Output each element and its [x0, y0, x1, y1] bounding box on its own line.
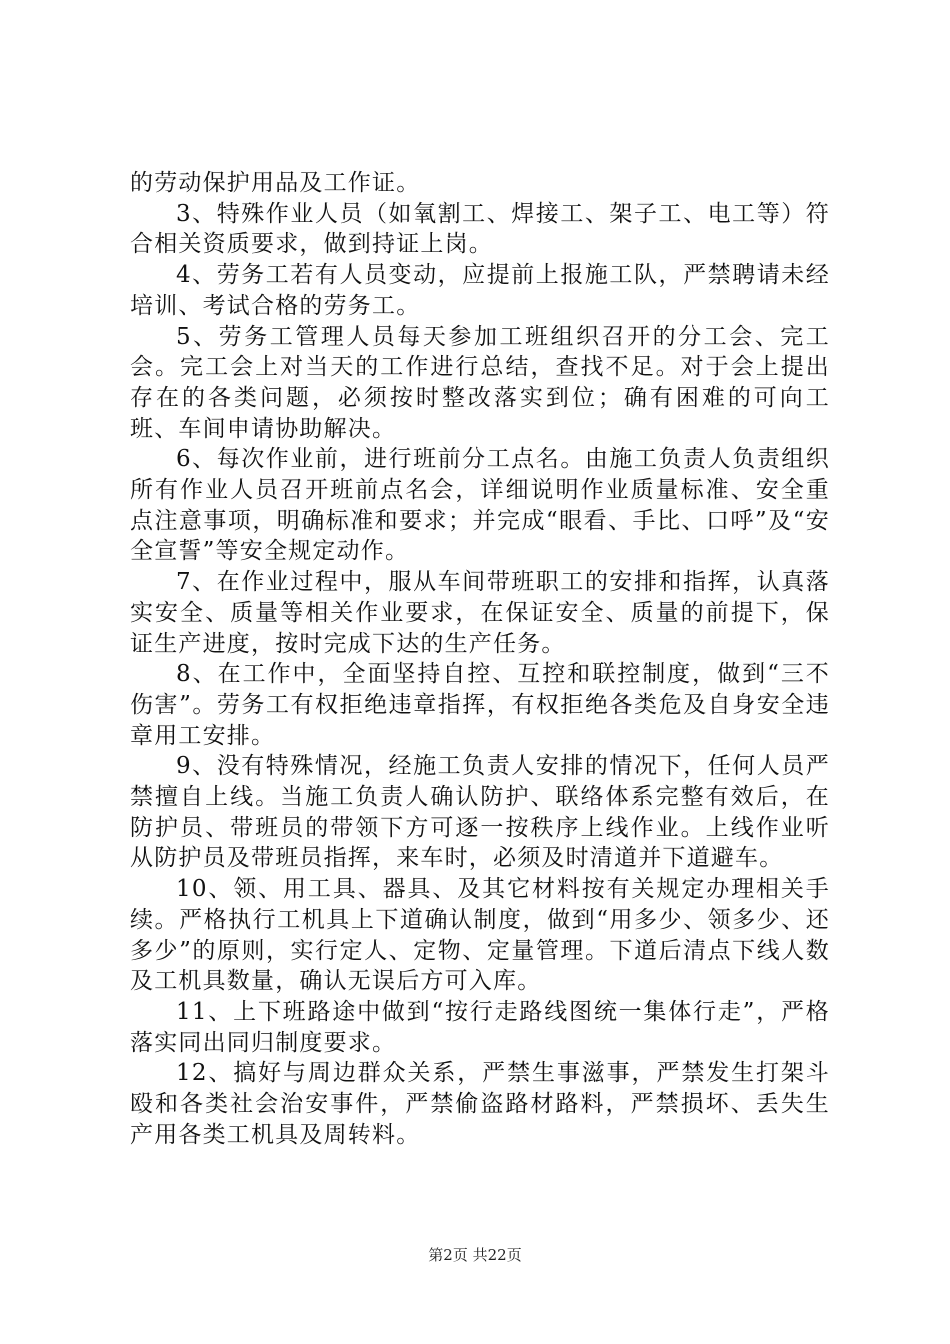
page-number-label: 第2页 共22页 [428, 1246, 522, 1264]
paragraph: 3、特殊作业人员（如氧割工、焊接工、架子工、电工等）符合相关资质要求，做到持证上岗。 [130, 200, 830, 258]
paragraph: 12、搞好与周边群众关系，严禁生事滋事，严禁发生打架斗殴和各类社会治安事件，严禁偷盗路材路料，严禁损坏、丢失生产用各类工机具及周转料。 [130, 1060, 830, 1148]
paragraph: 7、在作业过程中，服从车间带班职工的安排和指挥，认真落实安全、质量等相关作业要求，在保证安全、质量的前提下，保证生产进度，按时完成下达的生产任务。 [130, 569, 830, 657]
paragraph: 8、在工作中，全面坚持自控、互控和联控制度，做到“三不伤害”。劳务工有权拒绝违章指挥，有权拒绝各类危及自身安全违章用工安排。 [130, 661, 830, 749]
paragraph: 4、劳务工若有人员变动，应提前上报施工队，严禁聘请未经培训、考试合格的劳务工。 [130, 262, 830, 319]
paragraph: 5、劳务工管理人员每天参加工班组织召开的分工会、完工会。完工会上对当天的工作进行总结，查找不足。对于会上提出存在的各类问题，必须按时整改落实到位；确有困难的可向工班、车间申请协助解决。 [130, 323, 830, 442]
document-body [130, 168, 830, 1151]
paragraph: 10、领、用工具、器具、及其它材料按有关规定办理相关手续。严格执行工机具上下道确认制度，做到“用多少、领多少、还多少”的原则，实行定人、定物、定量管理。下道后清点下线人数及工机具数量，确认无误后方可入库。 [130, 876, 830, 995]
page-footer [0, 1244, 950, 1265]
paragraph: 11、上下班路途中做到“按行走路线图统一集体行走”，严格落实同出同归制度要求。 [130, 998, 830, 1056]
paragraph: 的劳动保护用品及工作证。 [130, 170, 421, 196]
paragraph: 9、没有特殊情况，经施工负责人安排的情况下，任何人员严禁擅自上线。当施工负责人确认防护、联络体系完整有效后，在防护员、带班员的带领下方可逐一按秩序上线作业。上线作业听从防护员及带班员指挥，来车时，必须及时清道并下道避车。 [130, 753, 830, 872]
paragraph: 6、每次作业前，进行班前分工点名。由施工负责人负责组织所有作业人员召开班前点名会，详细说明作业质量标准、安全重点注意事项，明确标准和要求；并完成“眼看、手比、口呼”及“安全宣誓”等安全规定动作。 [130, 446, 830, 565]
